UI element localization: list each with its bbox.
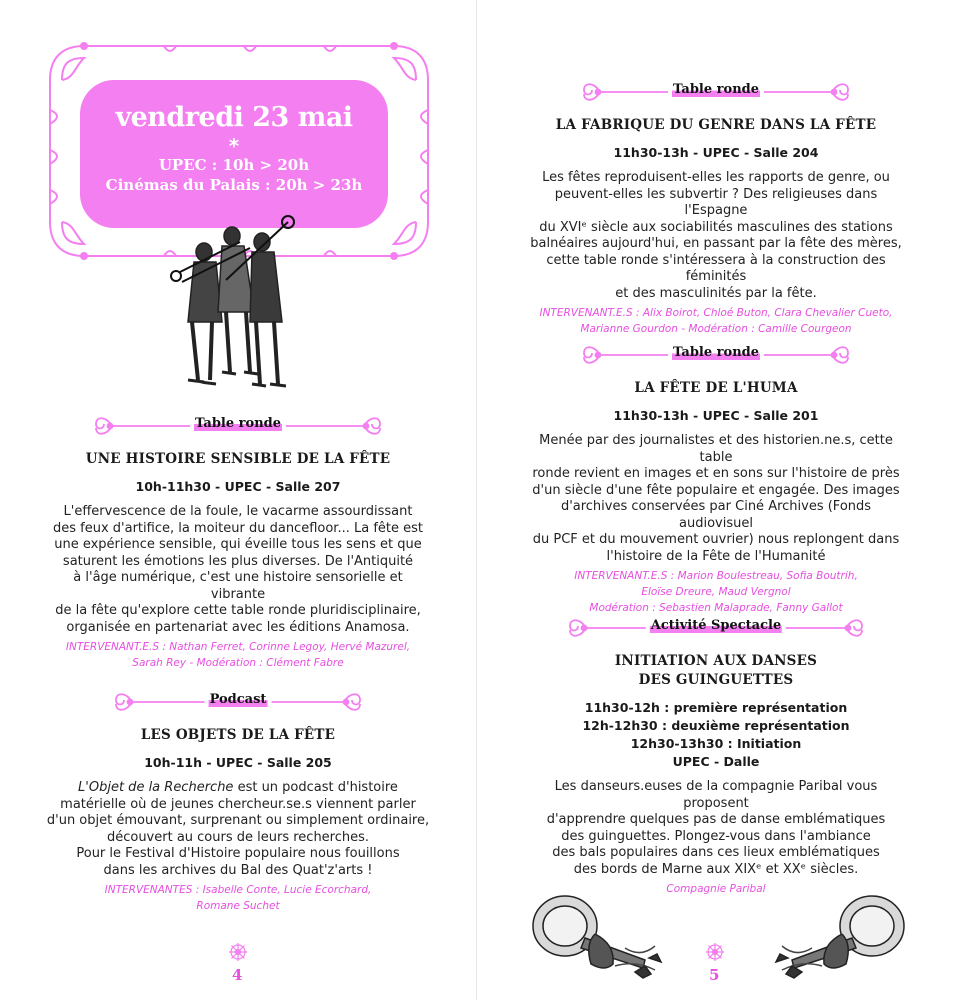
venue-hours-upec: UPEC : 10h > 20h	[158, 156, 310, 174]
session-schedule: 11h30-12h : première représentation 12h-12h30 : deuxième représentation 12h30-13h30 : Initiation UPEC - Dalle	[582, 700, 850, 769]
session-time-location: 11h30-13h - UPEC - Salle 204	[613, 145, 819, 160]
session-time-location: 10h-11h - UPEC - Salle 205	[144, 755, 332, 770]
session-description: Menée par des journalistes et des historien.ne.s, cette table ronde revient en images et en sons sur l'histoire de près d'un siècle d'une fête populaire et engagée. Des images d'archives conservées par Ciné Archives (Fonds audiovisuel du PCF et du mouvement ouvrier) nous replongent dans l'histoire de la Fête de l'Humanité	[532, 433, 900, 564]
instruments-engraving-right-icon	[762, 888, 912, 980]
session-title: UNE HISTOIRE SENSIBLE DE LA FÊTE	[85, 451, 391, 467]
session-type-tag: Podcast	[205, 692, 272, 707]
session-speakers: INTERVENANTES : Isabelle Conte, Lucie Ecorchard, Romane Suchet	[104, 884, 372, 912]
session-description: L'effervescence de la foule, le vacarme assourdissant des feux d'artifice, la moiteur du dancefloor... La fête est une expérience sensible, qui éveille tous les sens et que saturent les émotions les plus diverses. De l'Antiquité à l'âge numérique, c'est une histoire sensorielle et vibrante de la fête qu'explore cette table ronde pluridisciplinaire, organisée en partenariat avec les éditions Anamosa.	[52, 504, 423, 635]
session-title: LES OBJETS DE LA FÊTE	[140, 727, 336, 743]
session-danses-guinguettes	[524, 616, 908, 897]
session-type-tag: Table ronde	[668, 82, 764, 97]
session-description: Les fêtes reproduisent-elles les rapports de genre, ou peuvent-elles les subvertir ? Des religieuses dans l'Espagne du XVIᵉ siècle aux sociabilités masculines des stations balnéaires aujourd'hui, en passant par la fête des mères, cette table ronde s'intéressera à la construction des féminités et des masculinités par la fête.	[530, 170, 902, 301]
session-banner	[524, 343, 908, 367]
session-speakers: INTERVENANT.E.S : Marion Boulestreau, Sofia Boutrih, Eloïse Dreure, Maud Vergnol Modération : Sebastien Malaprade, Fanny Gallot	[574, 570, 858, 614]
instruments-engraving-left-icon	[525, 888, 675, 980]
flower-ornament-icon	[705, 942, 725, 962]
session-banner	[46, 414, 430, 438]
session-fabrique-du-genre	[524, 80, 908, 337]
venue-hours-cinemas: Cinémas du Palais : 20h > 23h	[105, 176, 363, 194]
date-title: vendredi 23 mai	[115, 102, 353, 133]
session-banner	[46, 690, 430, 714]
session-speakers: INTERVENANT.E.S : Alix Boirot, Chloé Buton, Clara Chevalier Cueto, Marianne Gourdon - Modération : Camille Courgeon	[539, 307, 893, 335]
session-title: LA FABRIQUE DU GENRE DANS LA FÊTE	[555, 117, 877, 133]
session-objets-de-la-fete	[46, 690, 430, 914]
session-banner	[524, 80, 908, 104]
session-time-location: 11h30-13h - UPEC - Salle 201	[613, 408, 819, 423]
session-time-location: 10h-11h30 - UPEC - Salle 207	[135, 479, 341, 494]
page-number-right: 5	[709, 966, 720, 984]
date-star: *	[228, 134, 240, 158]
session-histoire-sensible	[46, 414, 430, 671]
session-title: INITIATION AUX DANSES DES GUINGUETTES	[614, 653, 818, 688]
flower-ornament-icon	[228, 942, 248, 962]
session-type-tag: Activité Spectacle	[646, 618, 786, 633]
session-speakers: Compagnie Paribal	[666, 883, 766, 895]
date-box	[80, 80, 388, 228]
session-type-tag: Table ronde	[190, 416, 286, 431]
session-banner	[524, 616, 908, 640]
session-description: L'Objet de la Recherche est un podcast d'histoire matérielle où de jeunes chercheur.se.s viennent parler d'un objet émouvant, surprenant ou simplement ordinaire, découvert au cours de leurs recherches. Pour le Festival d'Histoire populaire nous fouillons dans les archives du Bal des Quat'z'arts !	[46, 780, 430, 878]
session-title: LA FÊTE DE L'HUMA	[634, 380, 798, 396]
session-type-tag: Table ronde	[668, 345, 764, 360]
session-description: Les danseurs.euses de la compagnie Paribal vous proposent d'apprendre quelques pas de danse emblématiques des guinguettes. Plongez-vous dans l'ambiance des bals populaires dans ces lieux emblématiques des bords de Marne aux XIXᵉ et XXᵉ siècles.	[546, 779, 886, 877]
musicians-engraving-icon	[170, 212, 300, 394]
session-fete-de-l-huma	[524, 343, 908, 616]
page-number-left: 4	[232, 966, 243, 984]
session-speakers: INTERVENANT.E.S : Nathan Ferret, Corinne Legoy, Hervé Mazurel, Sarah Rey - Modération : Clément Fabre	[65, 641, 411, 669]
right-page	[477, 0, 954, 1000]
